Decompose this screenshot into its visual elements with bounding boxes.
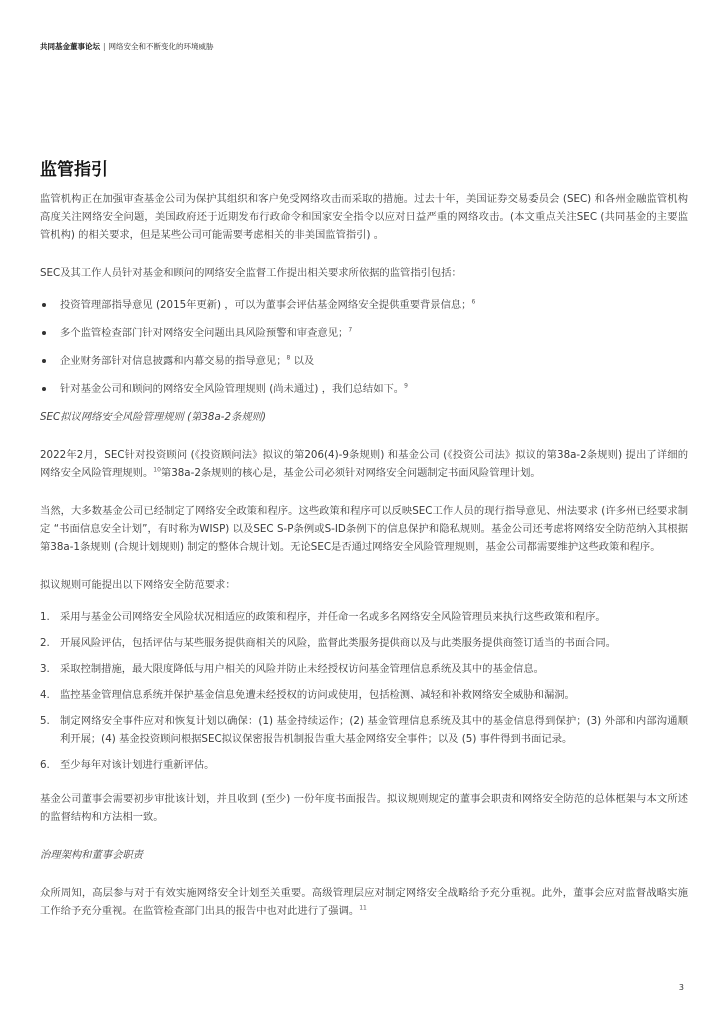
footnote-ref[interactable]: 8 <box>286 354 291 362</box>
running-header <box>40 41 214 52</box>
header-org: 共同基金董事论坛 <box>40 42 100 51</box>
requirements-intro-paragraph: 拟议规则可能提出以下网络安全防范要求： <box>40 579 236 591</box>
footnote-ref[interactable]: 10 <box>153 466 161 474</box>
bullet-item: 投资管理部指导意见 (2015年更新) ，可以为董事会评估基金网络安全提供重要背景信息；$^6$ <box>40 296 688 314</box>
footnote-ref[interactable]: 7 <box>348 326 353 334</box>
numbered-item: 2. 开展风险评估，包括评估与某些服务提供商相关的风险，监督此类服务提供商以及与此类服务提供商签订适当的书面合同。 <box>40 637 617 649</box>
footnote-ref[interactable]: 6 <box>471 298 476 306</box>
numbered-item: 6. 至少每年对该计划进行重新评估。 <box>40 759 215 771</box>
governance-paragraph: 众所周知，高层参与对于有效实施网络安全计划至关重要。高级管理层应对制定网络安全战略给予充分重视。此外，董事会应对监督战略实施工作给予充分重视。在监管检查部门出具的报告中也对此进行了强调。$^{11}$ <box>40 887 688 917</box>
subsection-heading-governance: 治理架构和董事会职责 <box>40 849 143 861</box>
existing-policies-paragraph: 当然，大多数基金公司已经制定了网络安全政策和程序。这些政策和程序可以反映SEC工作人员的现行指导意见、州法要求 (许多州已经要求制定 “书面信息安全计划”，有时称为WISP) 以及SEC S-P条例或S-ID条例下的信息保护和隐私规则。基金公司还考虑将网络安全防范纳入其根据第38a-1条规则 (合规计划规则) 制定的整体合规计划。无论SEC是否通过网络安全风险管理规则，基金公司都需要维护这些政策和程序。 <box>40 505 688 553</box>
sec-intro-paragraph: SEC及其工作人员针对基金和顾问的网络安全监督工作提出相关要求所依据的监管指引包括： <box>40 267 462 279</box>
document-body <box>40 190 688 940</box>
numbered-item: 1. 采用与基金公司网络安全风险状况相适应的政策和程序，并任命一名或多名网络安全风险管理员来执行这些政策和程序。 <box>40 611 606 623</box>
guidance-bullet-list <box>40 296 688 398</box>
rule-proposal-paragraph: 2022年2月，SEC针对投资顾问 (《投资顾问法》拟议的第206(4)-9条规则) 和基金公司 (《投资公司法》拟议的第38a-2条规则) 提出了详细的网络安全风险管理规则。$^{10}$第38a-2条规则的核心是，基金公司必须针对网络安全问题制定书面风险管理计划。 <box>40 449 688 479</box>
intro-paragraph: 监管机构正在加强审查基金公司为保护其组织和客户免受网络攻击而采取的措施。过去十年，美国证券交易委员会 (SEC) 和各州金融监管机构高度关注网络安全问题，美国政府还于近期发布行政命令和国家安全指令以应对日益严重的网络攻击。(本文重点关注SEC (共同基金的主要监管机构) 的相关要求，但是某些公司可能需要考虑相关的非美国监管指引) 。 <box>40 193 688 241</box>
footnote-ref[interactable]: 11 <box>359 904 367 912</box>
board-approval-paragraph: 基金公司董事会需要初步审批该计划，并且收到 (至少) 一份年度书面报告。拟议规则规定的董事会职责和网络安全防范的总体框架与本文所述的监督结构和方法相一致。 <box>40 793 688 823</box>
requirements-numbered-list <box>40 608 688 774</box>
footnote-ref[interactable]: 9 <box>404 382 408 390</box>
bullet-item: 多个监管检查部门针对网络安全问题出具风险预警和审查意见；$^7$ <box>40 324 688 342</box>
bullet-item: 企业财务部针对信息披露和内幕交易的指导意见；$^8$ 以及 <box>40 352 688 370</box>
numbered-item: 5. 制定网络安全事件应对和恢复计划以确保：(1) 基金持续运作；(2) 基金管理信息系统及其中的基金信息得到保护；(3) 外部和内部沟通顺利开展；(4) 基金投资顾问根据SEC拟议保密报告机制报告重大基金网络安全事件；以及 (5) 事件得到书面记录。 <box>40 715 688 745</box>
section-title: 监管指引 <box>40 160 108 180</box>
bullet-item: 针对基金公司和顾问的网络安全风险管理规则 (尚未通过) ，我们总结如下。$^9$ <box>40 380 688 398</box>
subsection-heading-rule: SEC拟议网络安全风险管理规则 (第38a-2条规则) <box>40 411 266 423</box>
header-subtitle: 网络安全和不断变化的环境威胁 <box>108 42 214 51</box>
header-separator: | <box>103 42 106 51</box>
numbered-item: 4. 监控基金管理信息系统并保护基金信息免遭未经授权的访问或使用，包括检测、减轻和补救网络安全威胁和漏洞。 <box>40 689 575 701</box>
numbered-item: 3. 采取控制措施，最大限度降低与用户相关的风险并防止未经授权访问基金管理信息系统及其中的基金信息。 <box>40 663 544 675</box>
page-number: 3 <box>678 983 684 992</box>
